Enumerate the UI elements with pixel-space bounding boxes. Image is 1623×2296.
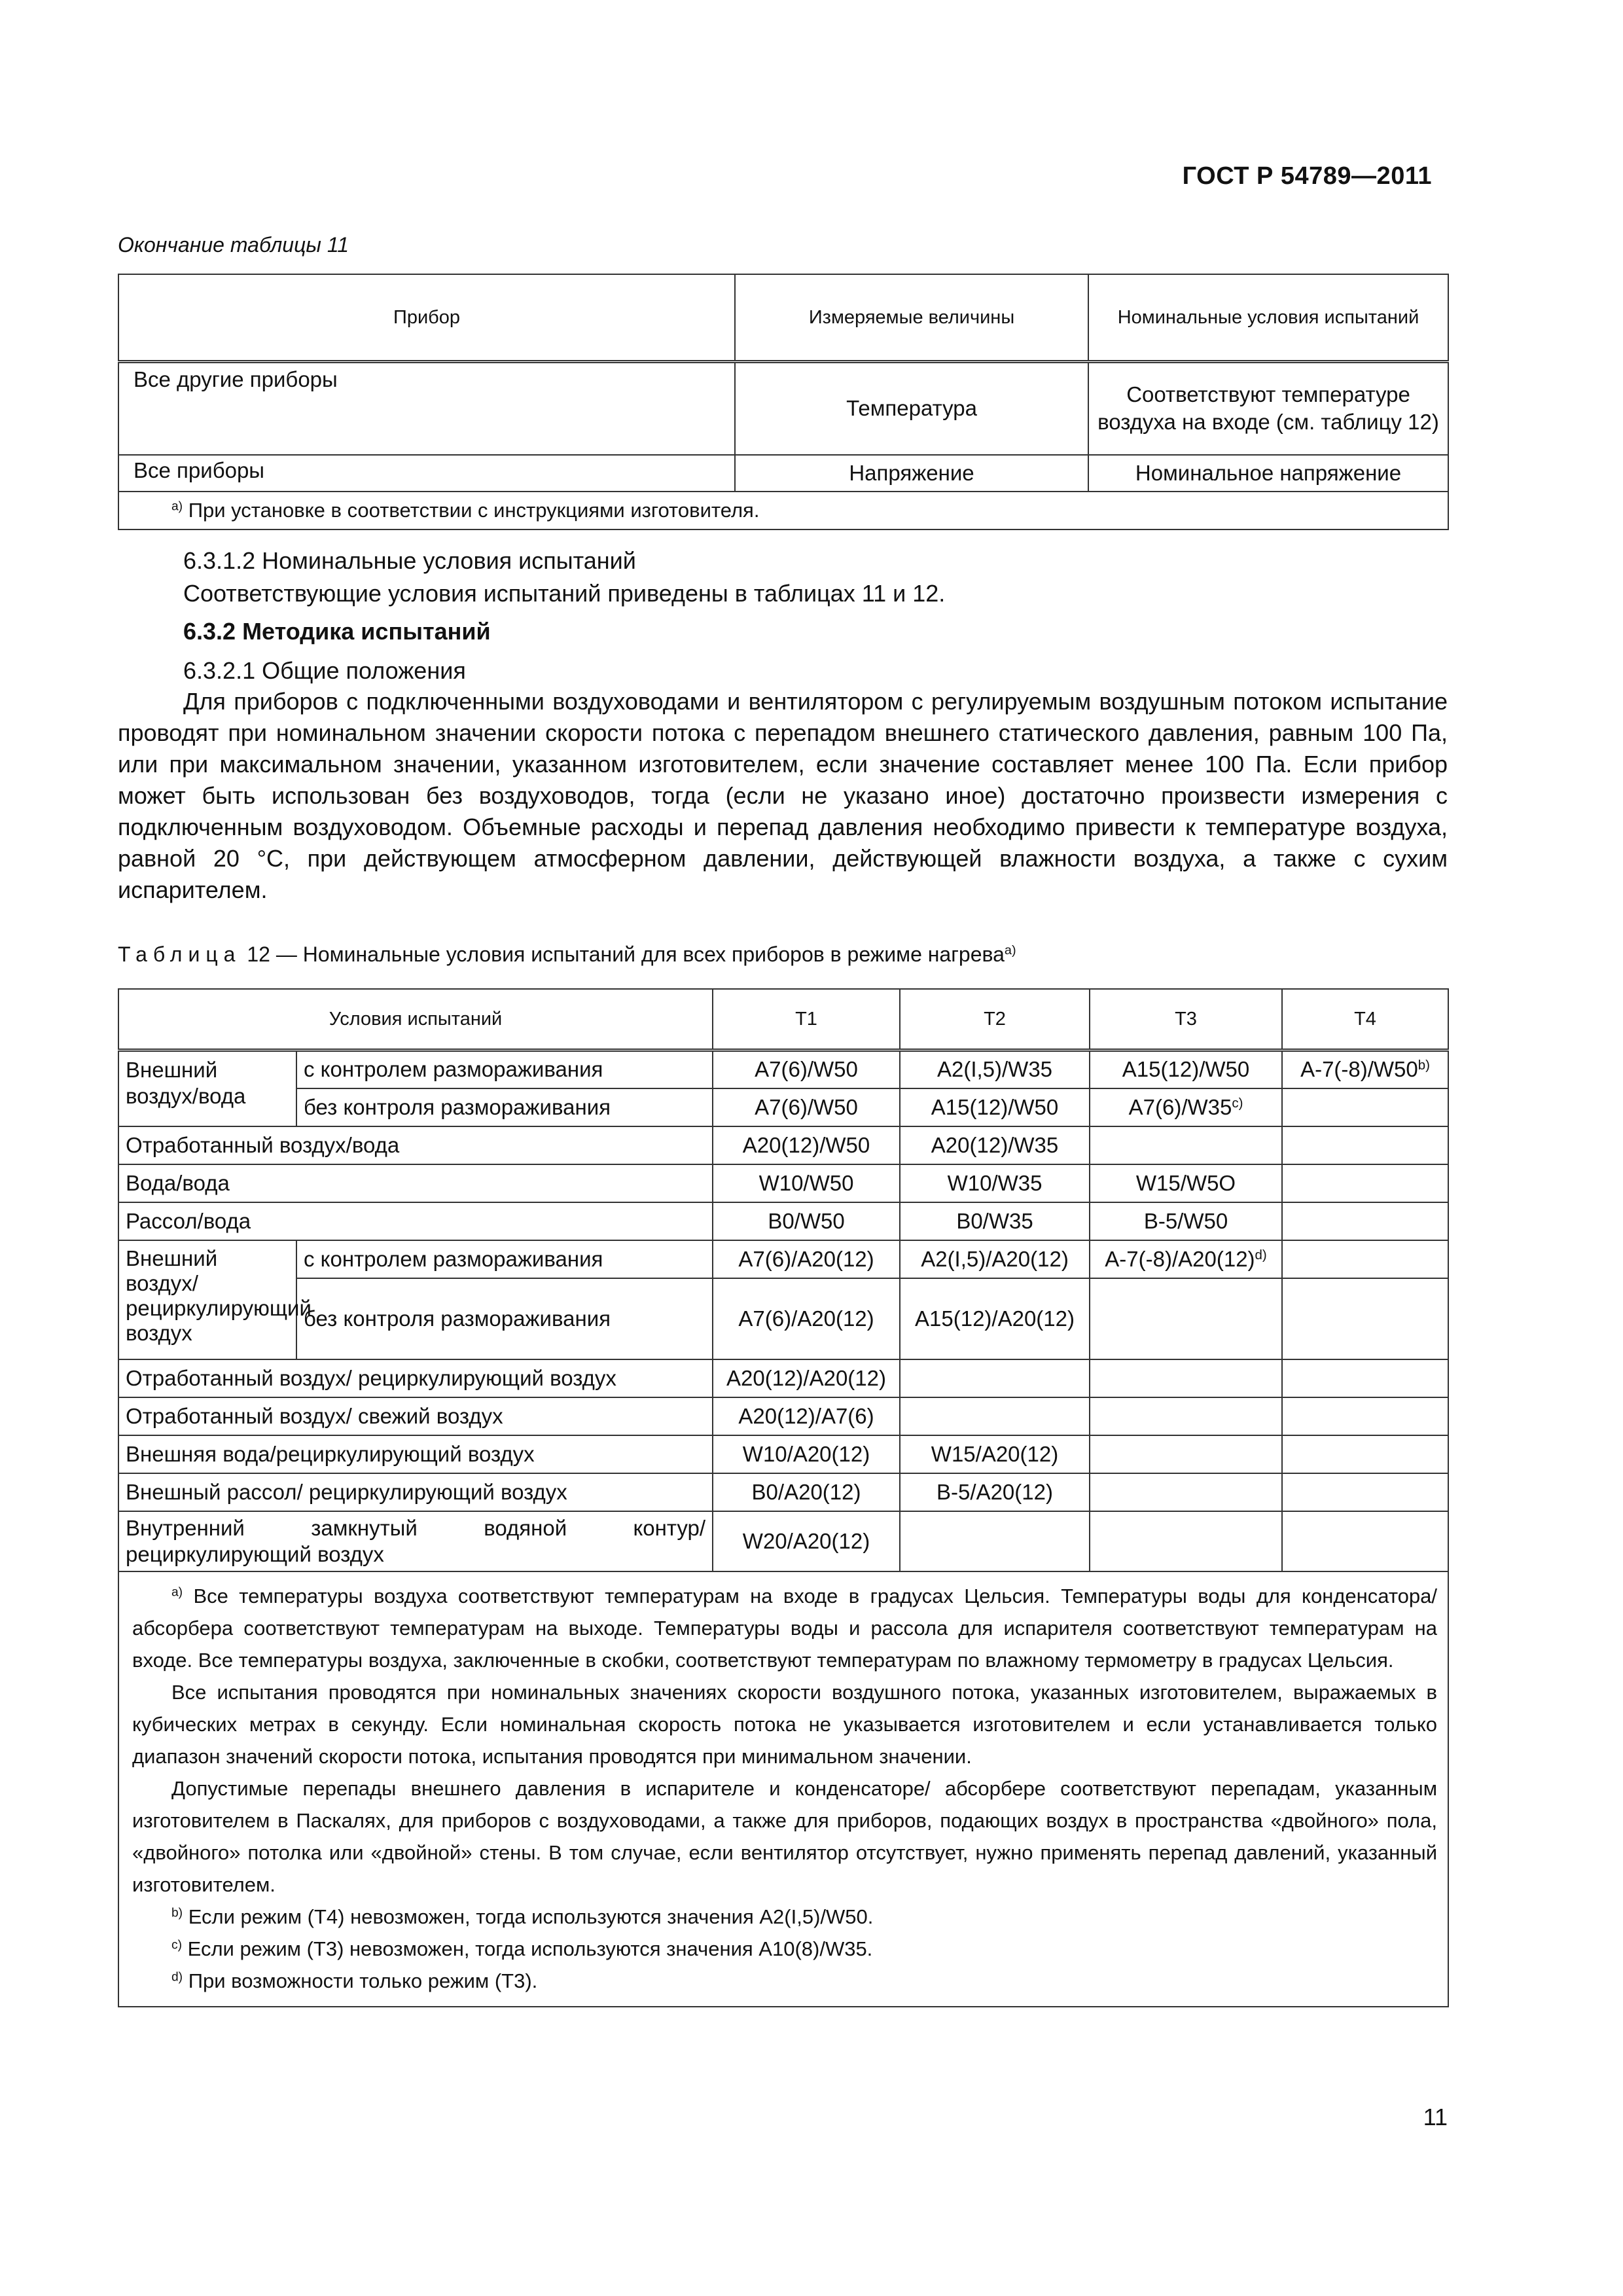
- table-12-cell: B-5/A20(12): [900, 1473, 1090, 1511]
- note-text: Если режим (Т4) невозможен, тогда используются значения A2(I,5)/W50.: [188, 1905, 874, 1928]
- table-11-cell: Температура: [735, 362, 1088, 455]
- section-6312-title: 6.3.1.2 Номинальные условия испытаний: [183, 547, 636, 574]
- table-12-cell: B0/W35: [900, 1202, 1090, 1240]
- table-11-header-row: [118, 274, 1448, 362]
- table-12-group-label: Внешний воздух/рециркулирующий воздух: [118, 1240, 296, 1359]
- note-b: [132, 1901, 1437, 1933]
- table-row: [118, 1278, 1448, 1359]
- table-12-cell: A2(I,5)/A20(12): [900, 1240, 1090, 1278]
- table-12-cell: A7(6)/A20(12): [713, 1240, 900, 1278]
- note-text: При возможности только режим (Т3).: [188, 1969, 538, 1992]
- table-12-cell: W10/W35: [900, 1164, 1090, 1202]
- table-11-cell: Соответствуют температуре воздуха на входе (см. таблицу 12): [1088, 362, 1448, 455]
- table-12-caption: [118, 942, 1016, 967]
- table-11-header-conditions-text: Номинальные условия испытаний: [1117, 307, 1419, 328]
- table-12-cell: [900, 1511, 1090, 1571]
- table-12-cell-text: A7(6)/W35: [1128, 1094, 1232, 1119]
- table-12-subcondition: с контролем размораживания: [296, 1240, 713, 1278]
- table-12-header-t3: Т3: [1090, 989, 1282, 1050]
- table-12-cell: [1090, 1473, 1282, 1511]
- table-12-cell: W10/W50: [713, 1164, 900, 1202]
- table-12-cell-text: A-7(-8)/W50: [1300, 1057, 1418, 1082]
- table-12-cell: [1282, 1126, 1448, 1164]
- note-a-paragraph-3: Допустимые перепады внешнего давления в испарителе и конденсаторе/ абсорбере соответствуют перепадам, указанным изготовителем в Паскалях, для приборов с воздуховодами, а также для приборов, подающих воздух в пространства «двойного» пола, «двойного» потолка или «двойной» стены. В том случае, если вентилятор отсутствует, нужно применять перепад давлений, указанный изготовителем.: [132, 1776, 1438, 1896]
- note-d: [132, 1965, 1437, 1997]
- table-row: [118, 1359, 1448, 1397]
- table-12: [118, 988, 1449, 2007]
- footnote-mark: d): [171, 1969, 183, 1984]
- table-12-cell: [1090, 1126, 1282, 1164]
- table-12-cell: [1090, 1359, 1282, 1397]
- note-a-paragraph-2: Все испытания проводятся при номинальных значениях скорости воздушного потока, указанных изготовителем, выражаемых в кубических метрах в секунду. Если номинальная скорость потока не указывается изготовителем и если устанавливается только диапазон значений скорости потока, испытания проводятся при минимальном значении.: [132, 1680, 1438, 1768]
- table-12-subcondition: с контролем размораживания: [296, 1050, 713, 1088]
- table-12-condition: Внешный рассол/ рециркулирующий воздух: [118, 1473, 713, 1511]
- table-12-header-t1: Т1: [713, 989, 900, 1050]
- table-12-cell: [1282, 1397, 1448, 1435]
- table-12-cell: W10/A20(12): [713, 1435, 900, 1473]
- table-11-cell: Все приборы: [118, 455, 735, 492]
- table-12-cell: [1282, 1278, 1448, 1359]
- table-12-header-t4: Т4: [1282, 989, 1448, 1050]
- table-12-cell: [1282, 1473, 1448, 1511]
- section-632-title: 6.3.2 Методика испытаний: [183, 618, 491, 645]
- table-11-continuation-title: Окончание таблицы 11: [118, 233, 349, 257]
- table-12-cell: [1282, 1359, 1448, 1397]
- table-11-header-conditions: [1088, 274, 1448, 362]
- table-12-cell: [1090, 1088, 1282, 1126]
- table-12-cell: [900, 1397, 1090, 1435]
- table-12-header-t2: Т2: [900, 989, 1090, 1050]
- table-12-cell: A7(6)/A20(12): [713, 1278, 900, 1359]
- table-12-notes-row: [118, 1571, 1448, 2007]
- table-11-cell: Все другие приборы: [118, 362, 735, 455]
- footnote-mark: b): [1418, 1058, 1430, 1073]
- table-row: [118, 1511, 1448, 1571]
- footnote-mark: c): [1232, 1095, 1243, 1111]
- table-12-cell: B0/A20(12): [713, 1473, 900, 1511]
- table-12-header-conditions: Условия испытаний: [118, 989, 713, 1050]
- table-12-cell: [1282, 1511, 1448, 1571]
- table-row: [118, 1164, 1448, 1202]
- table-row: [118, 455, 1448, 492]
- table-12-subcondition: без контроля размораживания: [296, 1278, 713, 1359]
- table-12-cell: A7(6)/W50: [713, 1050, 900, 1088]
- section-6321-title: 6.3.2.1 Общие положения: [183, 657, 466, 684]
- note-a-paragraph-1: [132, 1580, 1437, 1676]
- page-number: 11: [1423, 2104, 1448, 2130]
- table-12-condition: Отработанный воздух/вода: [118, 1126, 713, 1164]
- footnote-mark: b): [171, 1905, 183, 1920]
- footnote-mark: а): [1004, 943, 1016, 958]
- table-12-cell: A20(12)/A20(12): [713, 1359, 900, 1397]
- table-row: [118, 362, 1448, 455]
- document-code: ГОСТ Р 54789—2011: [1182, 162, 1432, 190]
- footnote-mark: d): [1255, 1247, 1267, 1263]
- table-row: [118, 1240, 1448, 1278]
- table-12-condition: Рассол/вода: [118, 1202, 713, 1240]
- table-11-cell: Номинальное напряжение: [1088, 455, 1448, 492]
- table-11-footnote: [118, 492, 1448, 529]
- table-row: [118, 1397, 1448, 1435]
- table-12-cell: B-5/W50: [1090, 1202, 1282, 1240]
- table-12-cell: [1282, 1202, 1448, 1240]
- table-12-caption-text: 12 — Номинальные условия испытаний для всех приборов в режиме нагрева: [247, 942, 1005, 966]
- footnote-mark: а): [171, 1585, 183, 1599]
- table-row: [118, 1050, 1448, 1088]
- note-text: Все температуры воздуха соответствуют температурам на входе в градусах Цельсия. Температуры воды для конденсатора/абсорбера соответствуют температурам на выходе. Температуры воды и рассола для испарителя соответствуют температурам на входе. Все температуры воздуха, заключенные в скобки, соответствуют температурам по влажному термометру в градусах Цельсия.: [132, 1584, 1438, 1672]
- table-12-caption-label: Таблица: [118, 942, 241, 966]
- table-12-cell: A2(I,5)/W35: [900, 1050, 1090, 1088]
- table-12-cell: A15(12)/A20(12): [900, 1278, 1090, 1359]
- table-12-cell: A15(12)/W50: [900, 1088, 1090, 1126]
- table-11-header-device: Прибор: [118, 274, 735, 362]
- table-12-cell: [1090, 1511, 1282, 1571]
- table-12-cell: [1282, 1240, 1448, 1278]
- table-12-cell-text: A-7(-8)/A20(12): [1105, 1246, 1255, 1271]
- table-12-cell: [1282, 1088, 1448, 1126]
- table-12-cell: [1090, 1397, 1282, 1435]
- table-row: [118, 1202, 1448, 1240]
- table-12-cell: B0/W50: [713, 1202, 900, 1240]
- table-11-header-measured: Измеряемые величины: [735, 274, 1088, 362]
- footnote-mark: а): [171, 499, 183, 513]
- table-12-cell: [1090, 1240, 1282, 1278]
- table-12-condition: Вода/вода: [118, 1164, 713, 1202]
- table-row: [118, 1088, 1448, 1126]
- table-12-condition: Отработанный воздух/ свежий воздух: [118, 1397, 713, 1435]
- table-row: [118, 1435, 1448, 1473]
- section-6321-text: Для приборов с подключенными воздуховодами и вентилятором с регулируемым воздушным потоком испытание проводят при номинальном значении скорости потока с перепадом внешнего статического давления, равным 100 Па, или при максимальном значении, указанном изготовителем, если значение составляет менее 100 Па. Если прибор может быть использован без воздуховодов, тогда (если не указано иное) достаточно произвести измерения с подключенным воздуховодом. Объемные расходы и перепад давления необходимо привести к температуре воздуха, равной 20 °С, при действующем атмосферном давлении, действующей влажности воздуха, а также с сухим испарителем.: [118, 688, 1448, 903]
- table-12-cell: [1090, 1435, 1282, 1473]
- note-c: [132, 1933, 1437, 1965]
- table-12-subcondition: без контроля размораживания: [296, 1088, 713, 1126]
- table-11-footnote-text: При установке в соответствии с инструкциями изготовителя.: [188, 498, 760, 522]
- table-12-cell: [1282, 1164, 1448, 1202]
- table-12-cell: W15/A20(12): [900, 1435, 1090, 1473]
- section-6312-text: Соответствующие условия испытаний приведены в таблицах 11 и 12.: [183, 580, 946, 607]
- table-11-cell: Напряжение: [735, 455, 1088, 492]
- table-12-header-row: [118, 989, 1448, 1050]
- table-12-group-label: Внешний воздух/вода: [118, 1050, 296, 1126]
- table-12-cell: A7(6)/W50: [713, 1088, 900, 1126]
- note-text: Если режим (Т3) невозможен, тогда используются значения A10(8)/W35.: [187, 1937, 873, 1960]
- table-12-cell: [1282, 1435, 1448, 1473]
- table-12-cell: [1090, 1278, 1282, 1359]
- footnote-mark: c): [171, 1937, 182, 1952]
- table-12-cell: A20(12)/W50: [713, 1126, 900, 1164]
- table-12-condition: Внутренний замкнутый водяной контур/рециркулирующий воздух: [118, 1511, 713, 1571]
- table-12-cell: A20(12)/W35: [900, 1126, 1090, 1164]
- table-row: [118, 1473, 1448, 1511]
- table-12-cell: W20/A20(12): [713, 1511, 900, 1571]
- table-11: [118, 274, 1449, 530]
- table-12-condition: Внешняя вода/рециркулирующий воздух: [118, 1435, 713, 1473]
- table-12-cell: [1282, 1050, 1448, 1088]
- table-12-notes: [118, 1571, 1448, 2007]
- table-12-cell: W15/W5O: [1090, 1164, 1282, 1202]
- table-row: [118, 1126, 1448, 1164]
- table-12-cell: [900, 1359, 1090, 1397]
- table-12-cell: A15(12)/W50: [1090, 1050, 1282, 1088]
- table-12-cell: A20(12)/A7(6): [713, 1397, 900, 1435]
- table-12-condition: Отработанный воздух/ рециркулирующий воздух: [118, 1359, 713, 1397]
- table-11-footnote-row: [118, 492, 1448, 529]
